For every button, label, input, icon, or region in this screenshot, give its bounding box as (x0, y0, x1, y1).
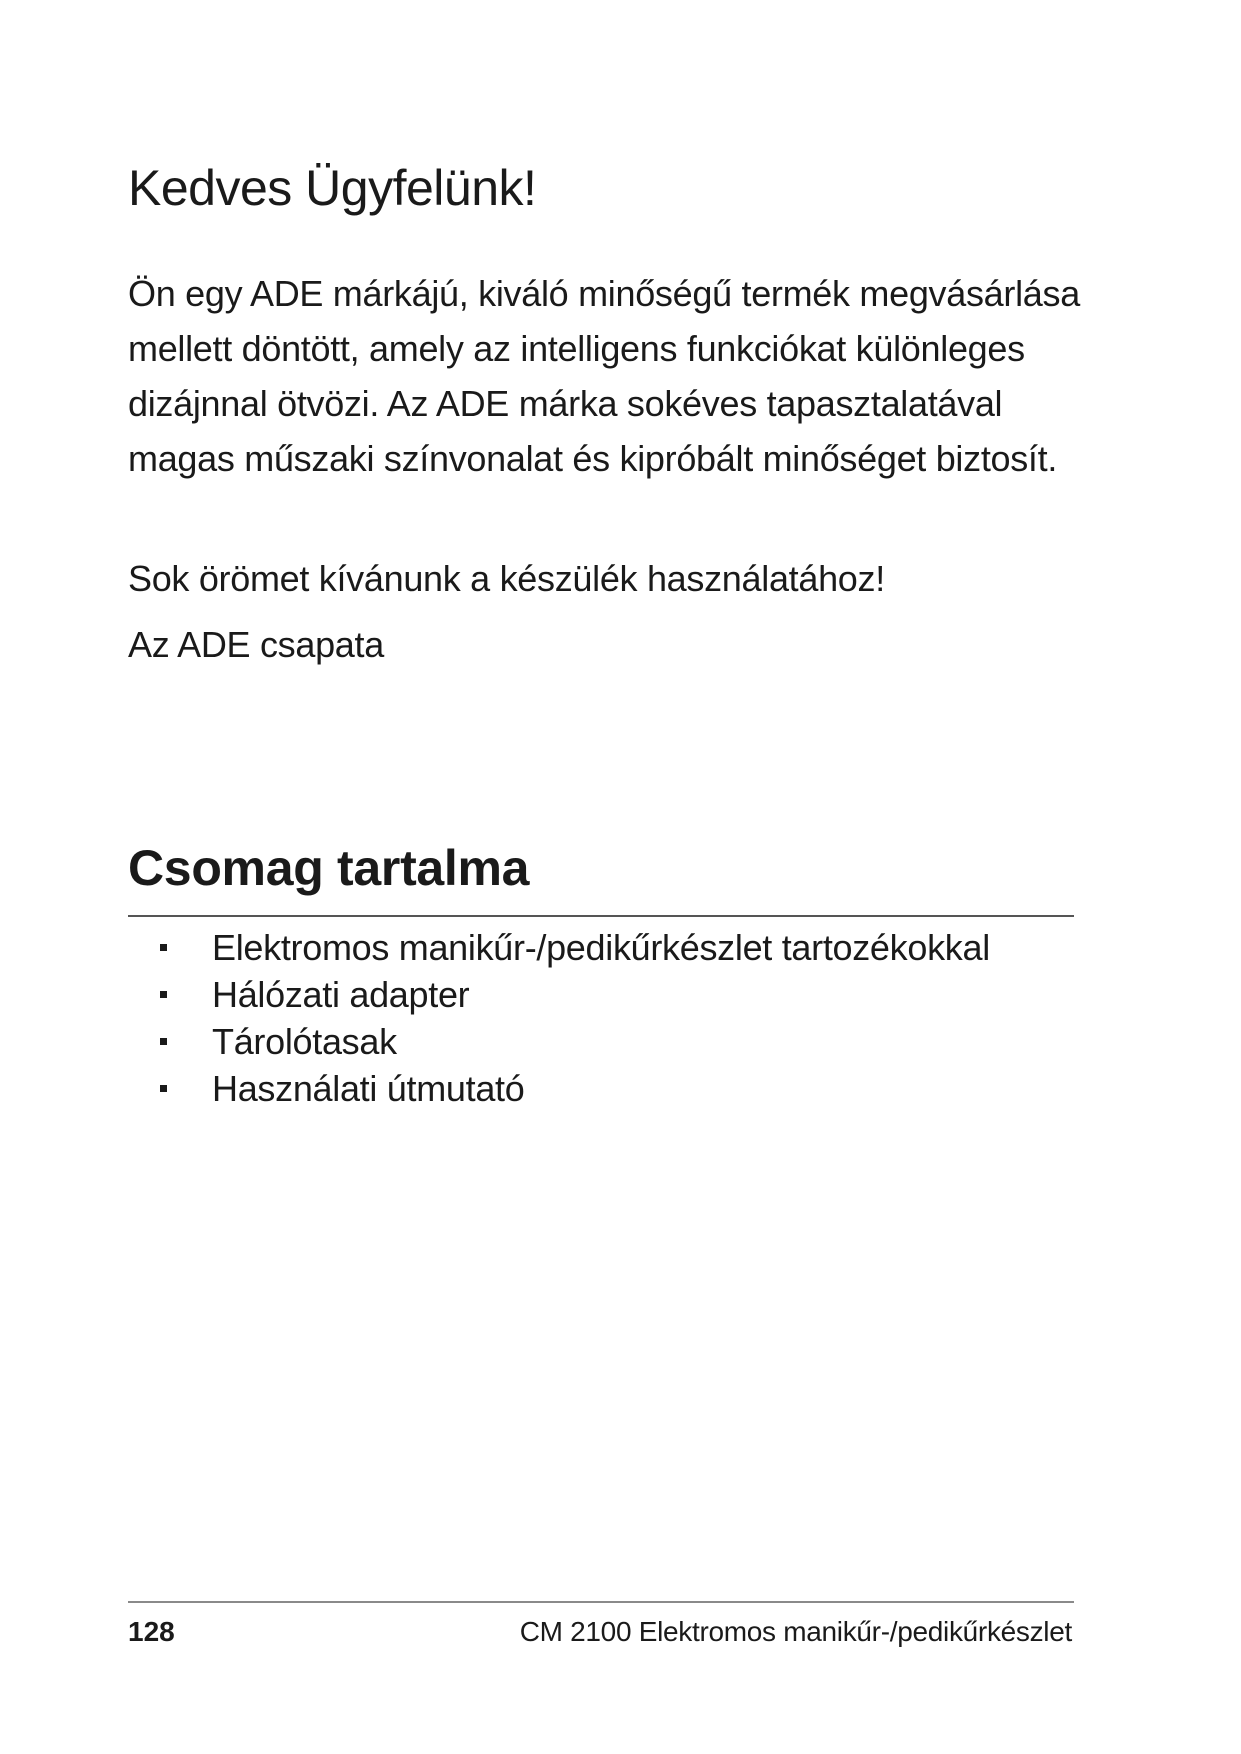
list-item-text: Hálózati adapter (212, 974, 470, 1015)
list-item-text: Tárolótasak (212, 1021, 397, 1062)
list-item-text: Használati útmutató (212, 1068, 525, 1109)
package-contents-list (128, 924, 1074, 1112)
square-bullet-icon (160, 944, 167, 951)
square-bullet-icon (160, 1085, 167, 1092)
list-item (128, 924, 1074, 971)
footer-divider (128, 1601, 1074, 1603)
square-bullet-icon (160, 991, 167, 998)
intro-paragraph: Ön egy ADE márkájú, kiváló minőségű termék megvásárlása mellett döntött, amely az intelligens funkciókat különleges dizájnnal ötvözi. Az ADE márka sokéves tapasztalatával magas műszaki színvonalat és kipróbált minőséget biztosít. (128, 273, 1080, 479)
package-contents-heading: Csomag tartalma (128, 840, 530, 896)
greeting-heading: Kedves Ügyfelünk! (128, 160, 537, 216)
wish-paragraph: Sok örömet kívánunk a készülék használatához! (128, 558, 885, 599)
list-item (128, 1065, 1074, 1112)
footer-product-title: CM 2100 Elektromos manikűr-/pedikűrkészlet (519, 1616, 1072, 1647)
list-item (128, 971, 1074, 1018)
square-bullet-icon (160, 1038, 167, 1045)
page-number: 128 (128, 1616, 175, 1647)
signature-line: Az ADE csapata (128, 624, 384, 665)
section-divider (128, 915, 1074, 917)
list-item (128, 1018, 1074, 1065)
list-item-text: Elektromos manikűr-/pedikűrkészlet tartozékokkal (212, 927, 990, 968)
